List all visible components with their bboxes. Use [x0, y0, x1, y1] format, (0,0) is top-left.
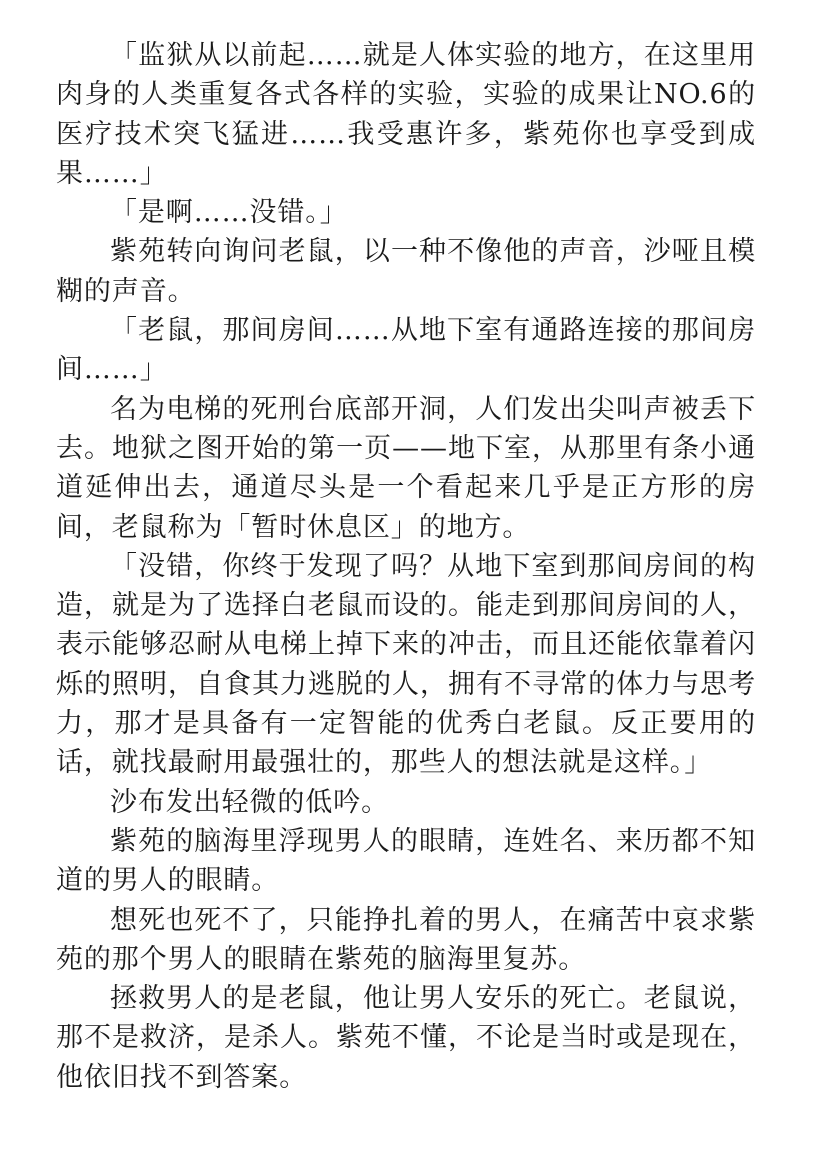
page-text — [56, 36, 756, 1097]
paragraph: 想死也死不了，只能挣扎着的男人，在痛苦中哀求紫苑的那个男人的眼睛在紫苑的脑海里复苏。 — [56, 904, 756, 975]
paragraph: 沙布发出轻微的低吟。 — [110, 786, 389, 818]
paragraph: 拯救男人的是老鼠，他让男人安乐的死亡。老鼠说，那不是救济，是杀人。紫苑不懂，不论是当时或是现在，他依旧找不到答案。 — [56, 983, 756, 1093]
paragraph: 紫苑转向询问老鼠，以一种不像他的声音，沙哑且模糊的声音。 — [56, 236, 756, 307]
paragraph: 「监狱从以前起……就是人体实验的地方，在这里用肉身的人类重复各式各样的实验，实验的成果让NO.6的医疗技术突飞猛进……我受惠许多，紫苑你也享受到成果……」 — [56, 40, 756, 189]
paragraph: 名为电梯的死刑台底部开洞，人们发出尖叫声被丢下去。地狱之图开始的第一页——地下室，从那里有条小通道延伸出去，通道尽头是一个看起来几乎是正方形的房间，老鼠称为「暂时休息区」的地方。 — [56, 393, 756, 543]
paragraph: 「没错，你终于发现了吗？从地下室到那间房间的构造，就是为了选择白老鼠而设的。能走到那间房间的人，表示能够忍耐从电梯上掉下来的冲击，而且还能依靠着闪烁的照明，自食其力逃脱的人，拥有不寻常的体力与思考力，那才是具备有一定智能的优秀白老鼠。反正要用的话，就找最耐用最强壮的，那些人的想法就是这样。」 — [56, 550, 756, 779]
paragraph: 「老鼠，那间房间……从地下室有通路连接的那间房间……」 — [56, 315, 756, 386]
paragraph: 紫苑的脑海里浮现男人的眼睛，连姓名、来历都不知道的男人的眼睛。 — [56, 825, 756, 897]
paragraph: 「是啊……没错。」 — [110, 197, 348, 229]
